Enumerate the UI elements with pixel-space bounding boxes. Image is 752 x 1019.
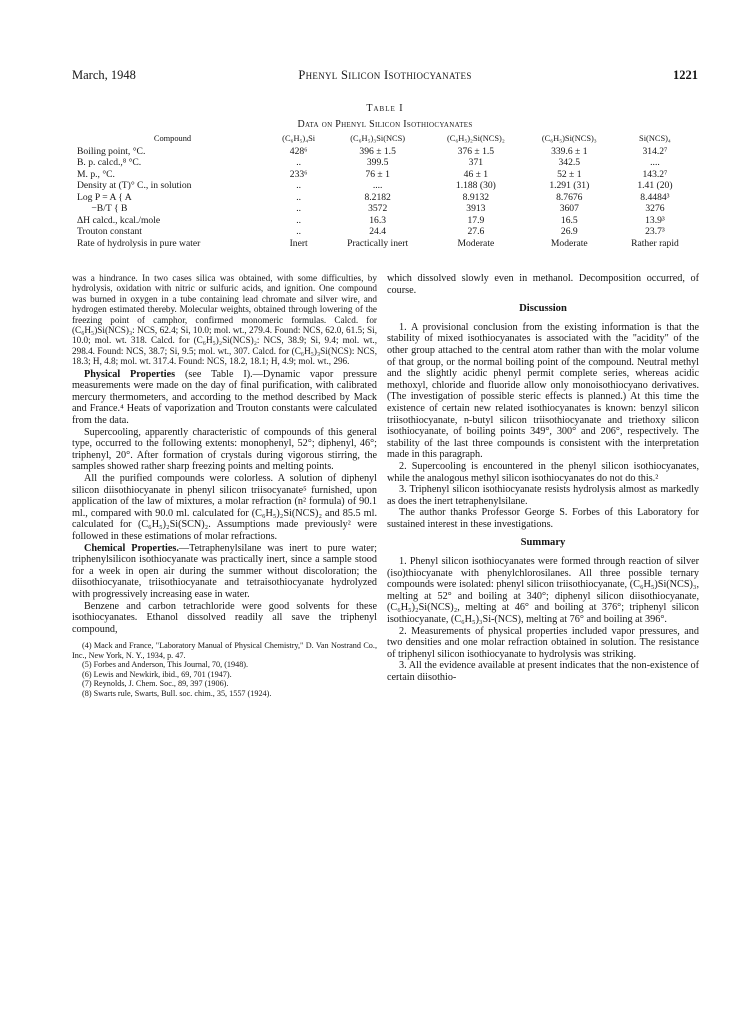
table-cell: 143.2⁷ (642, 168, 668, 180)
row-label: Trouton constant (77, 226, 142, 237)
table-cell: .... (372, 180, 383, 191)
row-label: Rate of hydrolysis in pure water (77, 237, 201, 249)
table-cell: Moderate (550, 237, 588, 249)
table-header-cell: Compound (153, 134, 192, 143)
table-row (75, 169, 695, 181)
table-row (75, 203, 695, 215)
footnote: (4) Mack and France, "Laboratory Manual of Physical Chemistry," D. Van Nostrand Co., Inc., New York, N. Y., 1934, p. 47. (72, 641, 377, 660)
table-header-cell: (C₆H₅)Si(NCS)₃ (541, 134, 597, 143)
summary-point: 1. Phenyl silicon isothiocyanates were formed through reaction of silver (iso)thiocyanate with phenylchlorosilanes. All three possible ternary compounds were isolated: phenyl silicon triisothiocyanate, (C₆H₅)Si(NCS)₃, melting at 52° and boiling at 340°; diphenyl silicon diisothiocyanate, (C₆H₅)₂Si(NCS)₂, melting at 46° and boiling at 376°; triphenyl silicon isothiocyanate, (C₆H₅)₃Si-(NCS), melting at 76° and boiling at 396°. (387, 556, 699, 626)
table-row (75, 180, 695, 192)
table-title: Data on Phenyl Silicon Isothiocyanates (297, 119, 473, 130)
table-header-cell: Si(NCS)₄ (639, 134, 671, 143)
table-cell: 371 (468, 157, 484, 168)
table-cell: 17.9 (467, 214, 485, 226)
table-cell: .. (296, 214, 302, 226)
table-cell: .. (296, 191, 302, 203)
table-cell: 396 ± 1.5 (359, 145, 396, 157)
table-row (75, 226, 695, 238)
row-label: Density at (T)° C., in solution (77, 180, 192, 191)
table-cell: 233⁶ (289, 168, 308, 180)
discussion-point: 3. Triphenyl silicon isothiocyanate resists hydrolysis almost as markedly as does the inert tetraphenylsilane. (387, 484, 699, 507)
table-cell: 23.7³ (645, 226, 665, 237)
table-cell: .. (296, 226, 302, 237)
footnote: (8) Swarts rule, Swarts, Bull. soc. chim., 35, 1557 (1924). (82, 688, 272, 698)
table-cell: 16.3 (369, 214, 387, 226)
table-cell: .. (296, 180, 302, 191)
table-cell: 376 ± 1.5 (457, 145, 495, 157)
table-cell: Moderate (457, 237, 495, 249)
table-row (75, 238, 695, 250)
section-runin-heading: Chemical Properties. (84, 542, 179, 554)
table-cell: 8.9132 (462, 191, 490, 203)
table-header-cell: (C₆H₅)₃Si(NCS) (350, 134, 406, 143)
table-header-row (75, 133, 695, 146)
table-cell: 1.41 (20) (637, 180, 673, 191)
running-title: Phenyl Silicon Isothiocyanates (298, 68, 472, 82)
footnote: (5) Forbes and Anderson, This Journal, 70, (1948). (82, 660, 249, 670)
table-cell: 3913 (466, 203, 486, 214)
summary-heading: Summary (520, 537, 566, 549)
experimental-paragraph: was a hindrance. In two cases silica was obtained, with some difficulties, by hydrolysis, oxidation with nitric or sulfuric acids, and ignition. One compound was burned in oxygen in a tube containing lead chromate and silver wire, and hydrogen estimated thereby. Molecular weights, obtained through lowering of the freezing point of camphor, confirmed monomeric formulas. Calcd. for (C₆H₅)Si(NCS)₃: NCS, 62.4; Si, 10.0; mol. wt., 279.4. Found: NCS, 62.0, 61.5; Si, 10.0; mol. wt. 318. Calcd. for (C₆H₅)₂Si(NCS)₂: NCS, 38.9; Si, 9.4; mol. wt., 298.4. Found: NCS, 38.7; Si, 9.5; mol. wt., 307. Calcd. for (C₆H₅)₃Si(NCS): NCS, 18.3; H, 4.8; mol. wt. 317.4. Found: NCS, 18.2, 18.1; H, 4.9; mol. wt., 296. (72, 273, 377, 367)
page-number: 1221 (673, 68, 698, 82)
chemical-properties-paragraph (72, 543, 377, 601)
paragraph-text: (see Table I).—Dynamic vapor pressure measurements were made on the day of final purification, with calibrated mercury thermometers, and according to the method described by Mack and France.⁴ Heats of vaporization and Trouton constants were calculated from the data. (72, 368, 378, 427)
row-label: Log P = A { A (77, 191, 132, 203)
table-cell: 8.2182 (364, 191, 391, 203)
table-cell: 27.6 (467, 226, 485, 237)
footnote: (6) Lewis and Newkirk, ibid., 69, 701 (1947). (82, 669, 232, 679)
summary-point: 3. All the evidence available at present indicates that the non-existence of certain diisothio- (387, 660, 699, 683)
table-row (75, 192, 695, 204)
row-label: −B/T { B (77, 203, 128, 214)
continuation-paragraph: which dissolved slowly even in methanol. Decomposition occurred, of course. (387, 273, 699, 296)
acknowledgment-paragraph: The author thanks Professor George S. Forbes of this Laboratory for sustained interest in these investigations. (387, 507, 699, 530)
supercooling-paragraph: Supercooling, apparently characteristic of compounds of this general type, occurred to the following extents: monophenyl, 52°; diphenyl, 46°; triphenyl, 20°. After formation of crystals during vigorous stirring, the samples showed rather sharp freezing points and melting points. (72, 426, 377, 473)
table-cell: 24.4 (369, 226, 387, 237)
table-cell: 339.6 ± 1 (551, 145, 588, 157)
table-cell: 3572 (368, 203, 388, 214)
table-cell: 428⁶ (289, 145, 308, 157)
section-runin-heading: Physical Properties (84, 368, 176, 380)
left-column (72, 273, 377, 698)
physical-properties-paragraph (72, 369, 377, 427)
table-cell: Inert (289, 237, 308, 249)
table-cell: 3276 (645, 203, 665, 214)
right-column (387, 273, 699, 684)
table-cell: 52 ± 1 (557, 168, 582, 180)
table-row (75, 146, 695, 158)
footnote: (7) Reynolds, J. Chem. Soc., 89, 397 (1906). (82, 679, 229, 689)
refraction-paragraph: All the purified compounds were colorless. A solution of diphenyl silicon diisothiocyanate in phenyl silicon triisocyanate⁵ furnished, upon application of the law of mixtures, a molar refraction (n² formula) of 90.1 ml., compared with 90.0 ml. calculated for (C₆H₅)₂Si(NCS)₂ and 85.5 ml. calculated for (C₆H₅)₂Si(SCN)₂. Assumptions made previously² were followed in these estimations of molar refractions. (72, 473, 377, 542)
table-cell: 342.5 (558, 157, 581, 168)
table-cell: .. (296, 203, 302, 214)
table-cell: Practically inert (347, 237, 409, 249)
table-caption: Table I (366, 103, 404, 114)
table-header-cell: (C₆H₅)₄Si (282, 134, 316, 143)
discussion-heading: Discussion (519, 303, 567, 315)
row-label: ΔH calcd., kcal./mole (77, 214, 161, 226)
table-cell: 26.9 (560, 226, 578, 237)
table-cell: 46 ± 1 (463, 168, 489, 180)
table-cell: Rather rapid (631, 237, 679, 249)
table-cell: 13.9³ (645, 214, 665, 226)
footnotes (72, 641, 377, 698)
table-cell: 314.2⁷ (642, 145, 668, 157)
table-cell: 16.5 (560, 214, 578, 226)
summary-point: 2. Measurements of physical properties included vapor pressures, and two densities and one molar refraction obtained in solution. The resistance of triphenyl silicon isothiocyanate to hydrolysis was striking. (387, 625, 699, 660)
discussion-point: 1. A provisional conclusion from the existing information is that the stability of mixed isothiocyanates is associated with the "acidity" of the other group attached to the central atom rather than with the molar volume of that group, or the normal boiling point of the compound. Neutral methyl and the slightly acidic phenyl permit complete series, whereas acidic methoxyl, chloride and fluoride allow only monoisothiocyano derivatives. (The investigation of possible steric effects is planned.) At this time the existence of certain new related isothiocyanates is known: benzyl silicon triisothiocyanate, n-butyl silicon triisothiocyanate and triethoxy silicon isothiocyanate, of boiling points 349°, 300° and 206°, respectively. The stability of the last three compounds is consistent with the interpretation made in this paragraph. (387, 321, 699, 461)
table-cell: 8.4484³ (640, 191, 670, 203)
issue-date: March, 1948 (72, 68, 136, 82)
table-cell: 3607 (559, 203, 579, 214)
row-label: Boiling point, °C. (77, 145, 146, 157)
table-cell: 76 ± 1 (365, 168, 390, 180)
table-row (75, 157, 695, 169)
solvents-paragraph: Benzene and carbon tetrachloride were good solvents for these isothiocyanates. Ethanol dissolved readily all save the triphenyl compound, (72, 600, 377, 635)
table-row (75, 215, 695, 227)
table-cell: 399.5 (366, 157, 389, 168)
row-label: M. p., °C. (77, 168, 115, 180)
table-cell: .. (296, 157, 302, 168)
table-header-cell: (C₆H₅)₂Si(NCS)₂ (447, 134, 505, 143)
data-table (75, 133, 695, 249)
table-cell: 1.291 (31) (549, 180, 590, 191)
discussion-point: 2. Supercooling is encountered in the phenyl silicon isothiocyanates, while the analogous methyl silicon isothiocyanates do not do this.² (387, 460, 699, 484)
table-cell: 8.7676 (556, 191, 583, 203)
table-cell: .... (650, 157, 660, 168)
table-cell: 1.188 (30) (455, 180, 496, 191)
paragraph-text: —Tetraphenylsilane was inert to pure water; triphenylsilicon isothiocyanate was practically inert, since a sample stood for a week in open air during the summer without discoloration; the diisothiocyanate, triisothiocyanate and tetraisothiocyanate hydrolyzed with progressively increasing ease in water. (72, 542, 377, 600)
running-header (72, 68, 698, 84)
row-label: B. p. calcd.,⁸ °C. (77, 157, 142, 168)
